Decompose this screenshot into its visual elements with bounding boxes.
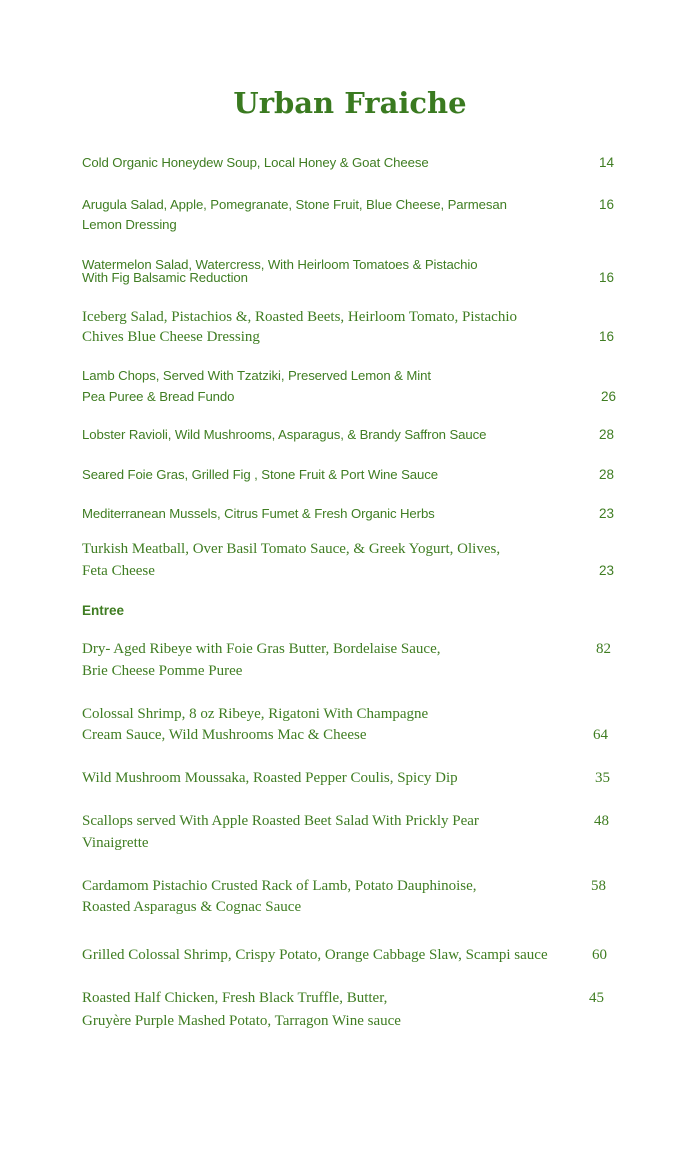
menu-item-price: 23 — [599, 506, 615, 521]
menu-item-price: 45 — [589, 990, 604, 1006]
menu-item-price: 35 — [595, 770, 610, 786]
restaurant-title: Urban Fraiche — [233, 86, 467, 120]
menu-item-price: 16 — [599, 197, 615, 212]
menu-item-price: 16 — [599, 329, 615, 344]
menu-item-price: 14 — [599, 155, 615, 170]
menu-item-description: Pea Puree & Bread Fundo — [82, 389, 235, 404]
menu-item-description: Iceberg Salad, Pistachios &, Roasted Beets, Heirloom Tomato, Pistachio — [82, 309, 517, 325]
section-heading-entree: Entree — [82, 603, 125, 618]
menu-item-price: 64 — [593, 727, 608, 743]
menu-item-description: Mediterranean Mussels, Citrus Fumet & Fresh Organic Herbs — [82, 506, 435, 521]
menu-item-description: Watermelon Salad, Watercress, With Heirloom Tomatoes & Pistachio — [82, 257, 478, 272]
menu-item-price: 58 — [591, 878, 606, 894]
menu-item-description: Vinaigrette — [82, 835, 149, 851]
menu-item-price: 60 — [592, 947, 607, 963]
menu-item-description: Colossal Shrimp, 8 oz Ribeye, Rigatoni With Champagne — [82, 706, 429, 722]
menu-item-description: Cardamom Pistachio Crusted Rack of Lamb, Potato Dauphinoise, — [82, 878, 477, 894]
menu-item-description: Arugula Salad, Apple, Pomegranate, Stone Fruit, Blue Cheese, Parmesan — [82, 197, 507, 212]
menu-item-description: Gruyère Purple Mashed Potato, Tarragon Wine sauce — [82, 1013, 401, 1029]
menu-item-description: Lemon Dressing — [82, 217, 177, 232]
menu-item-description: Grilled Colossal Shrimp, Crispy Potato, Orange Cabbage Slaw, Scampi sauce — [82, 947, 548, 963]
menu-item-price: 26 — [601, 389, 617, 404]
menu-item-description: Feta Cheese — [82, 563, 155, 579]
menu-item-price: 23 — [599, 563, 615, 578]
menu-item-description: Seared Foie Gras, Grilled Fig , Stone Fruit & Port Wine Sauce — [82, 467, 438, 482]
menu-item-description: Roasted Asparagus & Cognac Sauce — [82, 899, 302, 915]
menu-item-description: Brie Cheese Pomme Puree — [82, 663, 243, 679]
menu-item-price: 16 — [599, 270, 615, 285]
menu-item-description: Roasted Half Chicken, Fresh Black Truffle, Butter, — [82, 990, 388, 1006]
menu-item-description: Wild Mushroom Moussaka, Roasted Pepper Coulis, Spicy Dip — [82, 770, 458, 786]
menu-item-description: Scallops served With Apple Roasted Beet Salad With Prickly Pear — [82, 813, 479, 829]
menu-item-price: 82 — [596, 641, 611, 657]
menu-item-description: With Fig Balsamic Reduction — [82, 270, 248, 285]
menu-item-price: 28 — [599, 427, 615, 442]
menu-item-description: Lamb Chops, Served With Tzatziki, Preserved Lemon & Mint — [82, 368, 431, 383]
menu-item-description: Lobster Ravioli, Wild Mushrooms, Asparagus, & Brandy Saffron Sauce — [82, 427, 487, 442]
menu-item-description: Chives Blue Cheese Dressing — [82, 329, 260, 345]
menu-item-description: Turkish Meatball, Over Basil Tomato Sauce, & Greek Yogurt, Olives, — [82, 541, 501, 557]
menu-item-description: Dry- Aged Ribeye with Foie Gras Butter, Bordelaise Sauce, — [82, 641, 441, 657]
menu-item-price: 48 — [594, 813, 609, 829]
menu-item-price: 28 — [599, 467, 615, 482]
menu-item-description: Cream Sauce, Wild Mushrooms Mac & Cheese — [82, 727, 367, 743]
menu-item-description: Cold Organic Honeydew Soup, Local Honey & Goat Cheese — [82, 155, 429, 170]
